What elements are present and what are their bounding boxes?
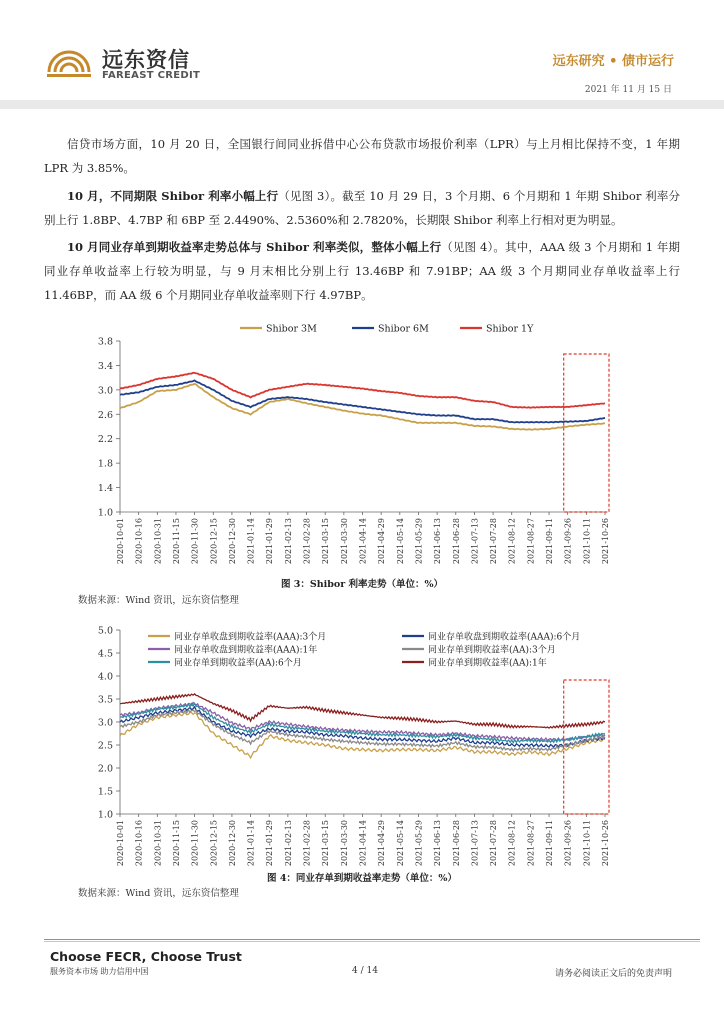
paragraph-lpr: 信贷市场方面，10 月 20 日，全国银行间同业拆借中心公布贷款市场报价利率（LPR）与上月相比保持不变，1 年期 LPR 为 3.85%。 [44,137,680,175]
x-tick-label: 2021-06-28 [451,518,461,565]
x-tick-label: 2021-07-28 [489,820,499,867]
legend-label: 同业存单收盘到期收益率(AAA):1年 [174,645,318,656]
x-tick-label: 2021-09-26 [563,820,573,867]
x-tick-label: 2021-05-29 [414,518,424,565]
y-tick-label: 5.0 [97,625,113,637]
y-tick-label: 4.5 [97,648,113,660]
figure3-caption: 图 3：Shibor 利率走势（单位：%） [280,579,444,590]
figure4-caption: 图 4：同业存单到期收益率走势（单位：%） [267,873,457,884]
brand-name-cn: 远东资信 [102,48,190,72]
y-tick-label: 2.6 [97,409,113,421]
x-tick-label: 2020-12-30 [227,820,237,867]
x-tick-label: 2021-05-14 [395,518,405,565]
x-tick-label: 2021-03-15 [321,518,331,565]
paragraph-ncd [44,235,680,307]
x-tick-label: 2020-11-15 [171,518,181,565]
x-tick-label: 2021-10-11 [582,518,592,565]
x-tick-label: 2020-10-16 [134,518,144,565]
x-tick-label: 2020-12-15 [209,820,219,867]
x-tick-label: 2021-02-13 [283,518,293,565]
x-tick-label: 2021-08-27 [526,518,536,565]
header-divider [0,100,724,109]
legend-label: Shibor 1Y [486,323,534,335]
x-tick-label: 2021-10-11 [582,820,592,867]
legend-label: 同业存单到期收益率(AA):3个月 [428,645,556,656]
x-tick-label: 2020-12-15 [209,518,219,565]
footer-slogan: Choose FECR, Choose Trust [50,949,242,964]
x-tick-label: 2021-07-13 [470,820,480,867]
legend-label: 同业存单到期收益率(AA):1年 [428,658,547,669]
x-tick-label: 2021-01-14 [246,518,256,565]
x-tick-label: 2021-10-26 [601,518,610,565]
page-header [0,0,724,110]
x-tick-label: 2021-07-13 [470,518,480,565]
x-tick-label: 2021-06-13 [433,820,443,867]
x-tick-label: 2021-09-11 [545,820,555,867]
x-tick-label: 2021-01-29 [265,518,275,565]
y-tick-label: 1.0 [97,809,113,821]
x-tick-label: 2021-03-30 [339,518,349,565]
y-tick-label: 4.0 [97,671,113,683]
footer-subslogan: 服务资本市场 助力信用中国 [50,967,149,976]
y-tick-label: 2.0 [97,763,113,775]
y-tick-label: 2.5 [97,740,113,752]
footer-divider-secondary [44,941,700,942]
x-tick-label: 2021-05-14 [395,820,405,867]
x-tick-label: 2021-01-29 [265,820,275,867]
x-tick-label: 2020-10-31 [153,518,163,565]
paragraph-shibor-body: （见图 3）。截至 10 月 29 日，3 个月期、6 个月期和 1 年期 Shibor 利率分别上行 1.8BP、4.7BP 和 6BP 至 2.4490%、2.5360%和 2.7820%，长期限 Shibor 利率上行相对更为明显。 [44,189,680,227]
x-tick-label: 2021-04-29 [377,518,387,565]
brand-name-en: FAREAST CREDIT [102,70,201,81]
x-tick-label: 2020-11-15 [171,820,181,867]
ncd-yield-line-chart [80,620,640,870]
fareast-logo-icon [44,42,94,82]
x-tick-label: 2021-05-29 [414,820,424,867]
series-line-2 [120,380,605,422]
x-tick-label: 2021-07-28 [489,518,499,565]
footer-divider [44,939,700,940]
y-tick-label: 1.5 [97,786,113,798]
x-tick-label: 2021-02-28 [302,518,312,565]
y-tick-label: 1.0 [97,507,113,519]
y-tick-label: 1.4 [97,483,113,495]
x-tick-label: 2021-06-13 [433,518,443,565]
x-tick-label: 2021-09-26 [563,518,573,565]
y-tick-label: 3.0 [97,385,113,397]
paragraph-shibor-lead: 10 月，不同期限 Shibor 利率小幅上行 [67,189,279,203]
x-tick-label: 2021-08-27 [526,820,536,867]
figure4-source: 数据来源：Wind 资讯，远东资信整理 [78,888,239,899]
legend-label: Shibor 3M [266,323,317,335]
legend-label: 同业存单到期收益率(AA):6个月 [174,658,302,669]
series-line-3 [120,373,605,408]
paragraph-ncd-body: （见图 4）。其中，AAA 级 3 个月期和 1 年期同业存单收益率上行较为明显，与 9 月末相比分别上行 13.46BP 和 7.91BP；AA 级 3 个月期同业存单收益率上行 11.46BP，而 AA 级 6 个月期同业存单收益率则下行 4.97BP。 [44,240,680,302]
x-tick-label: 2021-09-11 [545,518,555,565]
y-tick-label: 2.2 [97,434,113,446]
x-tick-label: 2021-08-12 [507,518,517,565]
x-tick-label: 2021-02-28 [302,820,312,867]
y-tick-label: 3.4 [97,360,113,372]
x-tick-label: 2020-10-16 [134,820,144,867]
x-tick-label: 2021-03-15 [321,820,331,867]
x-tick-label: 2020-10-01 [116,820,125,867]
x-tick-label: 2021-02-13 [283,820,293,867]
paragraph-shibor [44,184,680,232]
paragraph-ncd-lead: 10 月同业存单到期收益率走势总体与 Shibor 利率类似，整体小幅上行 [67,240,442,254]
y-tick-label: 3.8 [97,336,113,348]
x-tick-label: 2021-04-14 [358,820,368,867]
x-tick-label: 2020-12-30 [227,518,237,565]
x-tick-label: 2021-08-12 [507,820,517,867]
x-tick-label: 2020-10-01 [116,518,125,565]
x-tick-label: 2021-06-28 [451,820,461,867]
legend-label: Shibor 6M [378,323,429,335]
y-tick-label: 3.0 [97,717,113,729]
y-tick-label: 3.5 [97,694,113,706]
legend-label: 同业存单收盘到期收益率(AAA):3个月 [174,632,327,643]
series-line-1 [120,712,605,758]
x-tick-label: 2020-10-31 [153,820,163,867]
highlight-box [564,354,609,512]
x-tick-label: 2021-04-29 [377,820,387,867]
x-tick-label: 2020-11-30 [190,820,200,867]
x-tick-label: 2021-01-14 [246,820,256,867]
x-tick-label: 2021-04-14 [358,518,368,565]
report-series: 远东研究 • 债市运行 [552,54,674,69]
x-tick-label: 2020-11-30 [190,518,200,565]
legend-label: 同业存单收盘到期收益率(AAA):6个月 [428,632,581,643]
page-number: 4 / 14 [352,966,378,976]
x-tick-label: 2021-03-30 [339,820,349,867]
figure3-source: 数据来源：Wind 资讯，远东资信整理 [78,595,239,606]
report-date: 2021 年 11 月 15 日 [584,85,672,95]
y-tick-label: 1.8 [97,458,113,470]
x-tick-label: 2021-10-26 [601,820,610,867]
footer-disclaimer: 请务必阅读正文后的免责声明 [554,969,672,979]
shibor-line-chart [80,315,640,575]
